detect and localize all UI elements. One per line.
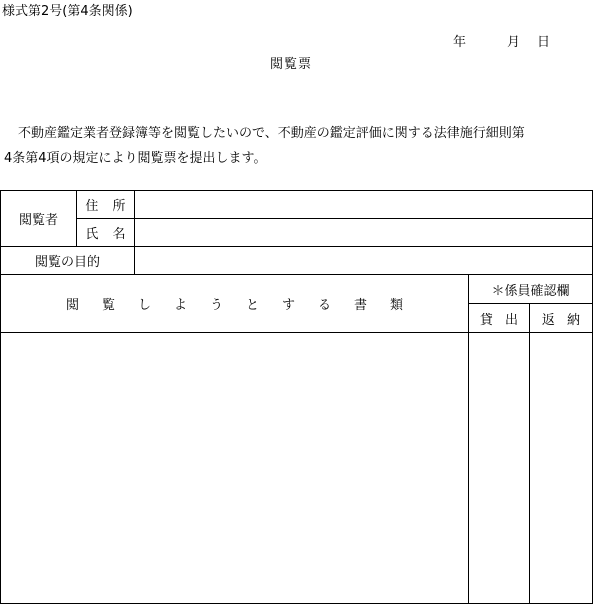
statement-text xyxy=(4,121,589,171)
purpose-label: 閲覧の目的 xyxy=(34,255,100,270)
form-number: 様式第2号(第4条関係) xyxy=(2,4,133,19)
statement-line-2: 4条第4項の規定により閲覧票を提出します。 xyxy=(4,151,267,166)
viewer-label: 閲覧者 xyxy=(18,213,58,228)
documents-label: 閲覧しようとする書類 xyxy=(65,298,426,313)
date-day-label: 日 xyxy=(537,35,551,50)
documents-field[interactable] xyxy=(1,333,468,603)
lend-header-cell xyxy=(469,304,529,332)
form-title: 閲覧票 xyxy=(270,57,313,72)
documents-header-cell xyxy=(1,275,468,332)
lend-label: 貸 出 xyxy=(479,312,519,328)
date-line xyxy=(453,31,550,50)
date-month-label: 月 xyxy=(507,35,521,50)
purpose-label-cell xyxy=(1,247,134,274)
name-field[interactable] xyxy=(135,219,592,246)
name-label-cell xyxy=(77,219,134,246)
viewer-label-cell xyxy=(1,191,76,246)
staff-check-label: ＊係員確認欄 xyxy=(491,283,570,299)
date-year-label: 年 xyxy=(453,35,467,50)
return-header-cell xyxy=(530,304,592,332)
staff-check-header-cell xyxy=(469,275,592,303)
lend-check-field[interactable] xyxy=(469,333,529,603)
purpose-field[interactable] xyxy=(135,247,592,274)
address-field[interactable] xyxy=(135,191,592,218)
address-label-cell xyxy=(77,191,134,218)
return-check-field[interactable] xyxy=(530,333,592,603)
return-label: 返 納 xyxy=(541,312,581,328)
address-label: 住 所 xyxy=(85,199,126,214)
statement-line-1: 不動産鑑定業者登録簿等を閲覧したいので、不動産の鑑定評価に関する法律施行細則第 xyxy=(18,126,525,141)
name-label: 氏 名 xyxy=(85,227,126,242)
